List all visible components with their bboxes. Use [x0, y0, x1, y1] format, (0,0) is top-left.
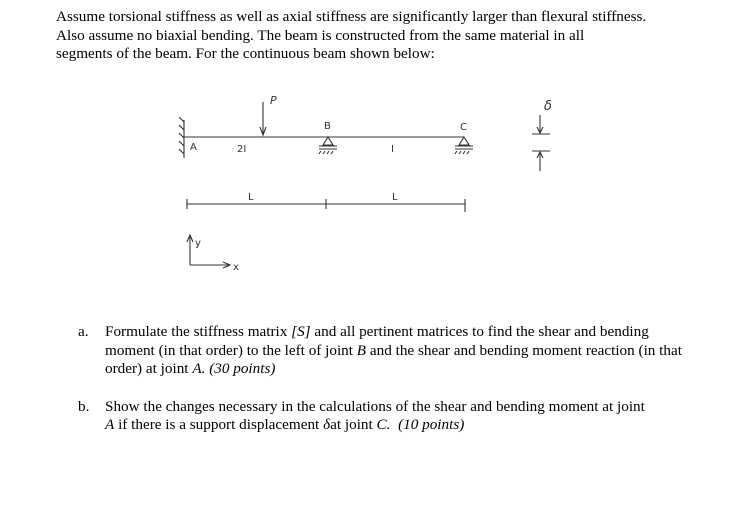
joint-a-label: A [190, 142, 197, 153]
question-marker: a. [78, 323, 89, 340]
roller-support-b [323, 137, 333, 145]
roller-support-c [459, 137, 469, 145]
span1-inertia-label: 2I [237, 144, 247, 155]
question-b: b. Show the changes necessary in the calculations of the shear and bending moment at joint A if there is a support displacement δat joint C. (10 points) [78, 397, 645, 433]
intro-line-1: Assume torsional stiffness as well as axial stiffness are significantly larger than flexural stiffness. [56, 8, 647, 25]
joint-c-label: C [460, 122, 467, 133]
intro-line-2: Also assume no biaxial bending. The beam is constructed from the same material in all [56, 26, 585, 44]
span1-length-label: L [248, 192, 254, 203]
question-marker: b. [78, 397, 90, 415]
beam-diagram [170, 80, 590, 300]
span2-length-label: L [392, 192, 398, 203]
question-a: a. Formulate the stiffness matrix [S] and all pertinent matrices to find the shear and bending moment (in that order) to the left of joint B and the shear and bending moment reaction (in that order) at joint A. (30 points) [78, 323, 682, 377]
question-list [78, 323, 698, 454]
delta-label: δ [544, 99, 552, 114]
problem-statement [56, 8, 716, 64]
y-axis-label: y [195, 238, 201, 249]
intro-line-3: segments of the beam. For the continuous beam shown below: [56, 45, 435, 62]
span2-inertia-label: I [391, 144, 394, 155]
x-axis-label: x [233, 262, 239, 273]
points-label: (10 points) [398, 416, 465, 433]
joint-b-label: B [324, 121, 331, 132]
load-label: P [270, 94, 277, 107]
points-label: (30 points) [209, 360, 276, 377]
